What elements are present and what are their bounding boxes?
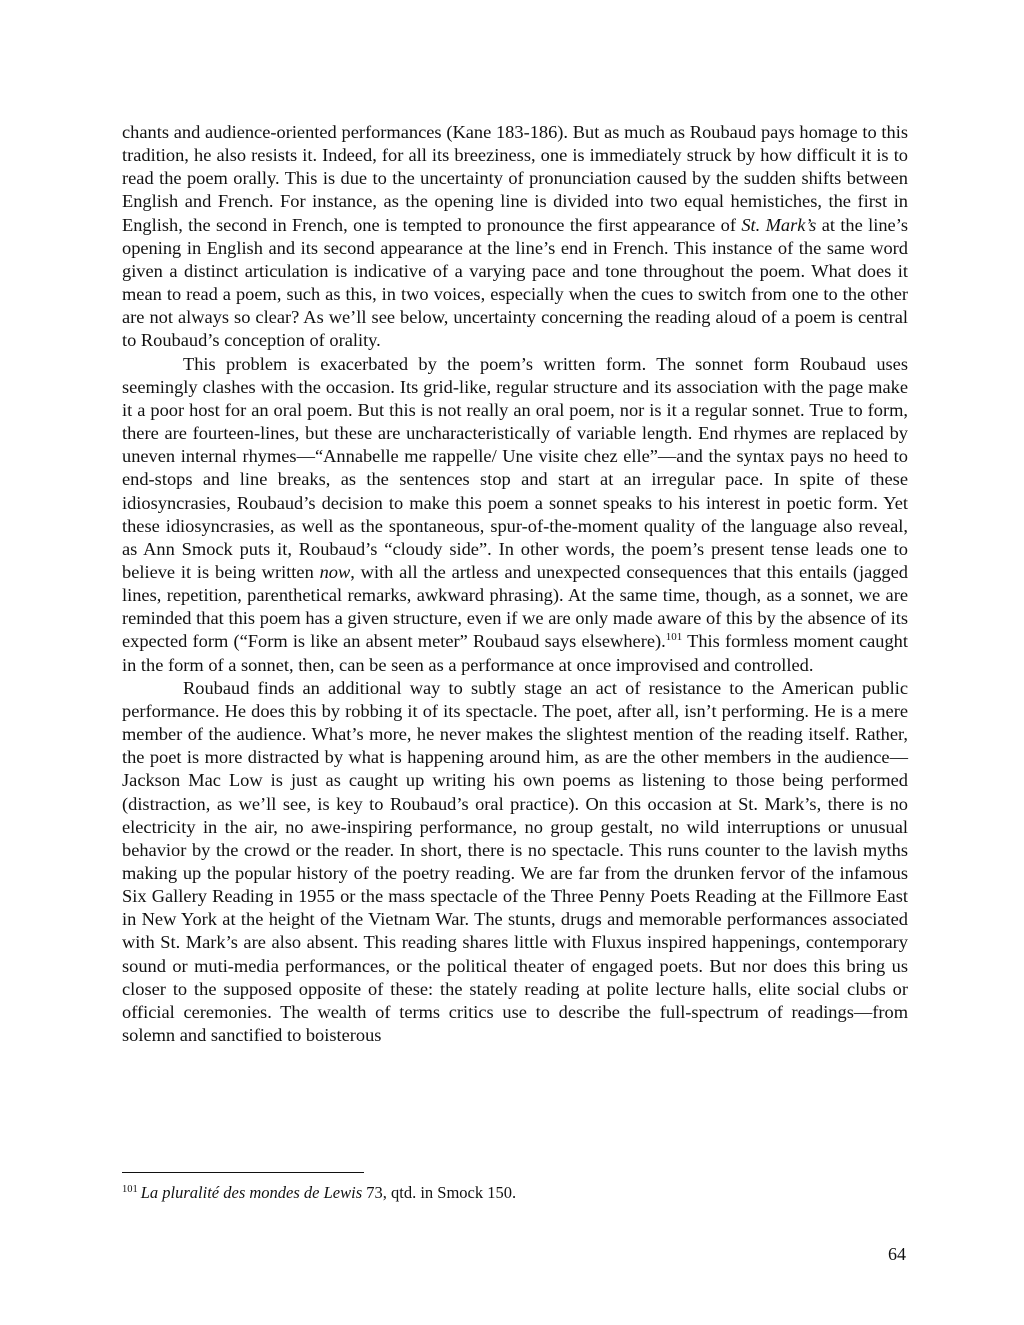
- footnote-mark: 101: [122, 1183, 138, 1195]
- italic-text: now: [319, 561, 351, 582]
- footnote-101: [122, 1182, 908, 1204]
- text-run: This problem is exacerbated by the poem’s written form. The sonnet form Roubaud uses seemingly clashes with the occasion. Its grid-like, regular structure and its association with the page make it a poor host for an oral poem. But this is not really an oral poem, nor is it a regular sonnet. True to form, there are fourteen-lines, but these are uncharacteristically of variable length. End rhymes are replaced by uneven internal rhymes—“Annabelle me rappelle/ Une visite chez elle”—and the syntax pays no heed to end-stops and line breaks, as the sentences stop and start at an irregular pace. In spite of these idiosyncrasies, Roubaud’s decision to make this poem a sonnet speaks to his interest in poetic form. Yet these idiosyncrasies, as well as the spontaneous, spur-of-the-moment quality of the language also reveal, as Ann Smock puts it, Roubaud’s “cloudy side”. In other words, the poem’s present tense leads one to believe it is being written: [122, 353, 908, 582]
- paragraph-1: [122, 121, 908, 353]
- page-number: 64: [888, 1244, 906, 1264]
- footnote-text: 73, qtd. in Smock 150.: [362, 1183, 517, 1202]
- footnote-title: La pluralité des mondes de Lewis: [140, 1183, 363, 1202]
- text-run: at the line’s opening in English and its second appearance at the line’s end in French. This instance of the same word given a distinct articulation is indicative of a varying pace and tone throughout the poem. What does it mean to read a poem, such as this, in two voices, especially when the cues to switch from one to the other are not always so clear? As we’ll see below, uncertainty concerning the reading aloud of a poem is central to Roubaud’s conception of orality.: [122, 214, 908, 351]
- footnote-divider: [122, 1172, 364, 1173]
- paragraph-3: [122, 677, 908, 1048]
- body-text: [122, 121, 908, 1047]
- footnote-reference: 101: [665, 631, 683, 644]
- paragraph-2: [122, 353, 908, 677]
- text-run: , with all the artless and unexpected consequences that this entails (jagged lines, repetition, parenthetical remarks, awkward phrasing). At the same time, though, as a sonnet, we are reminded that this poem has a given structure, even if we are only made aware of this by the absence of its expected form (“Form is like an absent meter” Roubaud says elsewhere).: [122, 561, 908, 652]
- text-run: This formless moment caught in the form of a sonnet, then, can be seen as a performance at once improvised and controlled.: [122, 631, 908, 675]
- text-run: Roubaud finds an additional way to subtly stage an act of resistance to the American public performance. He does this by robbing it of its spectacle. The poet, after all, isn’t performing. He is a mere member of the audience. What’s more, he never makes the slightest mention of the reading itself. Rather, the poet is more distracted by what is happening around him, as are the other members in the audience—Jackson Mac Low is just as caught up writing his own poems as listening to those being performed (distraction, as we’ll see, is key to Roubaud’s oral practice). On this occasion at St. Mark’s, there is no electricity in the air, no awe-inspiring performance, no group gestalt, no wild interruptions or unusual behavior by the crowd or the reader. In short, there is no spectacle. This runs counter to the lavish myths making up the popular history of the poetry reading. We are far from the drunken fervor of the infamous Six Gallery Reading in 1955 or the mass spectacle of the Three Penny Poets Reading at the Fillmore East in New York at the height of the Vietnam War. The stunts, drugs and memorable performances associated with St. Mark’s are also absent. This reading shares little with Fluxus inspired happenings, contemporary sound or muti-media performances, or the political theater of engaged poets. But nor does this bring us closer to the supposed opposite of these: the stately reading at polite lecture halls, elite social clubs or official ceremonies. The wealth of terms critics use to describe the full-spectrum of readings—from solemn and sanctified to boisterous: [122, 677, 908, 1046]
- text-run: chants and audience-oriented performances (Kane 183-186). But as much as Roubaud pays homage to this tradition, he also resists it. Indeed, for all its breeziness, one is immediately struck by how difficult it is to read the poem orally. This is due to the uncertainty of pronunciation caused by the sudden shifts between English and French. For instance, as the opening line is divided into two equal hemistiches, the first in English, the second in French, one is tempted to pronounce the first appearance of: [122, 122, 908, 235]
- italic-text: St. Mark’s: [741, 214, 817, 235]
